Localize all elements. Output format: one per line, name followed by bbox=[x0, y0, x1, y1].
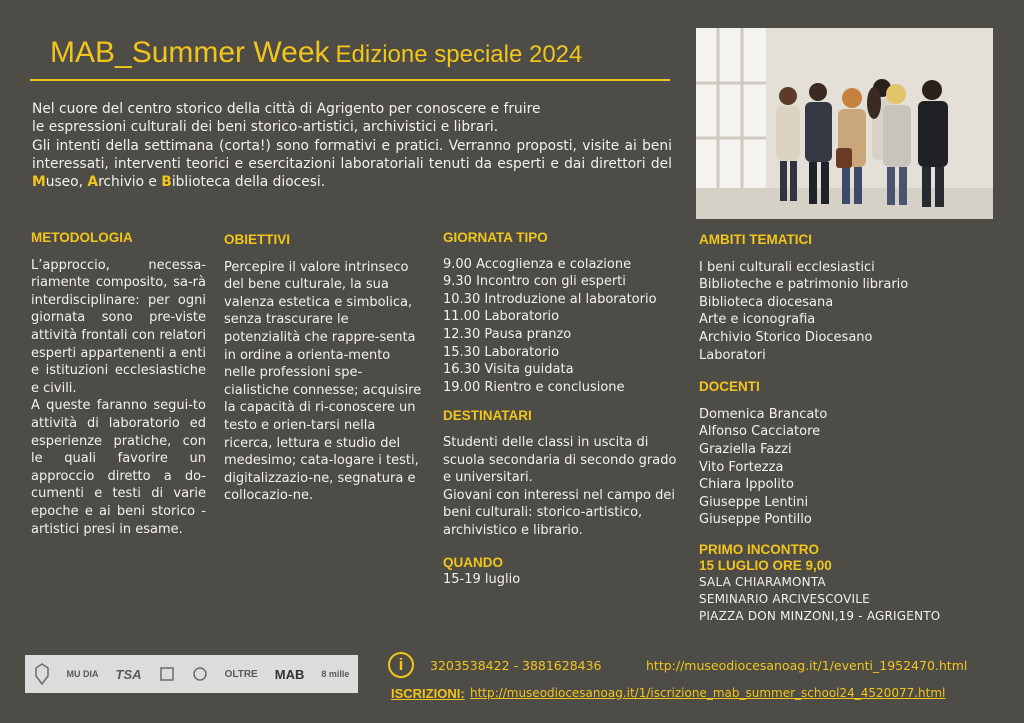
venue-line: PIAZZA DON MINZONI,19 - AGRIGENTO bbox=[699, 608, 941, 623]
intro-text: Gli intenti della settimana (corta!) sono formativi e pratici. Verranno proposti, visite ai beni interessati, interventi teorici e esercitazioni laboratoriali tenuti da esperti e dai direttori del bbox=[32, 137, 672, 172]
biblioteca-text: iblioteca della diocesi. bbox=[171, 174, 326, 191]
primo-incontro-title: PRIMO INCONTRO bbox=[699, 541, 819, 557]
title-underline bbox=[30, 79, 670, 81]
venue-line: SALA CHIARAMONTA bbox=[699, 574, 826, 589]
docenti-list bbox=[699, 406, 989, 529]
ambito-item: Biblioteche e patrimonio librario bbox=[699, 277, 909, 293]
schedule-item: 10.30 Introduzione al laboratorio bbox=[443, 291, 657, 307]
venue-line: SEMINARIO ARCIVESCOVILE bbox=[699, 591, 870, 606]
intro-line-2: le espressioni culturali dei beni storico-artistici, archivistici e librari. bbox=[32, 119, 499, 136]
metodologia-heading: METODOLOGIA bbox=[31, 230, 133, 245]
tsa-logo: TSA bbox=[115, 666, 142, 682]
ambito-item: Arte e iconografia bbox=[699, 312, 816, 328]
diocese-crest-logo bbox=[34, 663, 50, 685]
obiettivi-text: Percepire il valore intrinseco del bene culturale, la sua valenza estetica e simbolica, senza trascurare le potenzialità che rappre-senta in ordine a orienta-mento nelle professioni spe-cialistiche connesse; acquisire la capacità di ri-conoscere un testo e orien-tarsi nella ricerca, lettura e studio del medesimo; cata-logare i testi, digitalizzazio-ne, segnatura e collocazio-ne. bbox=[224, 259, 422, 504]
initial-a: A bbox=[87, 174, 99, 191]
contact-phones: 3203538422 - 3881628436 bbox=[430, 658, 602, 673]
institution-crest-logo bbox=[192, 666, 208, 682]
ambito-item: Laboratori bbox=[699, 347, 766, 363]
museo-text: useo, bbox=[45, 174, 88, 191]
institution-crest-logo bbox=[159, 666, 175, 682]
schedule-item: 15.30 Laboratorio bbox=[443, 344, 560, 360]
giornata-section bbox=[443, 229, 683, 589]
schedule-item: 12.30 Pausa pranzo bbox=[443, 326, 572, 342]
archivio-text: rchivio e bbox=[98, 174, 162, 191]
primo-incontro-heading bbox=[699, 542, 989, 574]
docente-item: Chiara Ippolito bbox=[699, 477, 794, 493]
schedule-item: 9.00 Accoglienza e colazione bbox=[443, 256, 632, 272]
mab-logo: MAB bbox=[274, 666, 305, 682]
page-title bbox=[50, 36, 582, 70]
docenti-heading: DOCENTI bbox=[699, 379, 760, 395]
schedule-item: 19.00 Rientro e conclusione bbox=[443, 379, 625, 395]
giornata-heading: GIORNATA TIPO bbox=[443, 230, 548, 245]
intro-line-1: Nel cuore del centro storico della città di Agrigento per conoscere e fruire bbox=[32, 101, 541, 117]
ambiti-section bbox=[699, 231, 989, 625]
quando-text: 15-19 luglio bbox=[443, 572, 521, 588]
destinatari-text-1: Studenti delle classi in uscita di scuola secondaria di secondo grado e universitari. bbox=[443, 434, 677, 486]
iscrizioni-link[interactable]: http://museodiocesanoag.it/1/iscrizione_mab_summer_school24_4520077.html bbox=[470, 686, 946, 700]
students-photo-illustration bbox=[696, 28, 993, 219]
info-icon: i bbox=[388, 652, 414, 678]
schedule-item: 9.30 Incontro con gli esperti bbox=[443, 274, 626, 290]
ambiti-heading: AMBITI TEMATICI bbox=[699, 232, 812, 247]
ambiti-list bbox=[699, 259, 989, 365]
obiettivi-heading: OBIETTIVI bbox=[224, 232, 291, 247]
event-link[interactable]: http://museodiocesanoag.it/1/eventi_1952470.html bbox=[646, 658, 968, 673]
ambito-item: Archivio Storico Diocesano bbox=[699, 329, 873, 345]
otto-mille-logo: 8 mille bbox=[321, 669, 350, 679]
docente-item: Graziella Fazzi bbox=[699, 441, 792, 457]
initial-b: B bbox=[161, 174, 172, 191]
docente-item: Giuseppe Lentini bbox=[699, 494, 809, 510]
oltre-logo: OLTRE bbox=[224, 668, 258, 680]
primo-incontro-date: 15 LUGLIO ORE 9,00 bbox=[699, 557, 832, 573]
intro-paragraph bbox=[32, 100, 672, 191]
docente-item: Alfonso Cacciatore bbox=[699, 424, 821, 440]
museo-diocesano-logo: MU DIA bbox=[66, 669, 99, 679]
schedule-item: 11.00 Laboratorio bbox=[443, 309, 560, 325]
destinatari-text-2: Giovani con interessi nel campo dei beni culturali: storico-artistico, archivistico e librario. bbox=[443, 487, 676, 538]
metodologia-section bbox=[31, 229, 206, 538]
title-sub: Edizione speciale 2024 bbox=[335, 41, 583, 68]
metodologia-text-2: A queste faranno segui-to attività di laboratorio ed esperienze pratiche, con le quali favorire un approccio diretto a do-cumenti e testi di varie epoche e ai beni storico -artistici presi in esame. bbox=[31, 398, 206, 537]
quando-heading: QUANDO bbox=[443, 554, 503, 570]
destinatari-heading: DESTINATARI bbox=[443, 408, 532, 424]
initial-m: M bbox=[32, 174, 46, 191]
metodologia-text-1: L’approccio, necessa-riamente composito, sa-rà interdisciplinare: per ogni giornata sono pre-viste attività frontali con relatori esperti appartenenti a enti e istituzioni ecclesiastiche e civili. bbox=[31, 257, 206, 396]
ambito-item: I beni culturali ecclesiastici bbox=[699, 259, 875, 275]
intro-line-3 bbox=[32, 137, 672, 192]
title-main: MAB_Summer Week bbox=[50, 36, 330, 69]
giornata-list bbox=[443, 256, 683, 397]
iscrizioni-label: ISCRIZIONI: bbox=[391, 686, 465, 701]
docente-item: Giuseppe Pontillo bbox=[699, 512, 812, 528]
obiettivi-section bbox=[224, 231, 422, 505]
docente-item: Domenica Brancato bbox=[699, 406, 828, 422]
schedule-item: 16.30 Visita guidata bbox=[443, 362, 574, 378]
students-photo bbox=[696, 28, 993, 219]
docente-item: Vito Fortezza bbox=[699, 459, 784, 475]
ambito-item: Biblioteca diocesana bbox=[699, 294, 834, 310]
partner-logos bbox=[25, 655, 358, 693]
